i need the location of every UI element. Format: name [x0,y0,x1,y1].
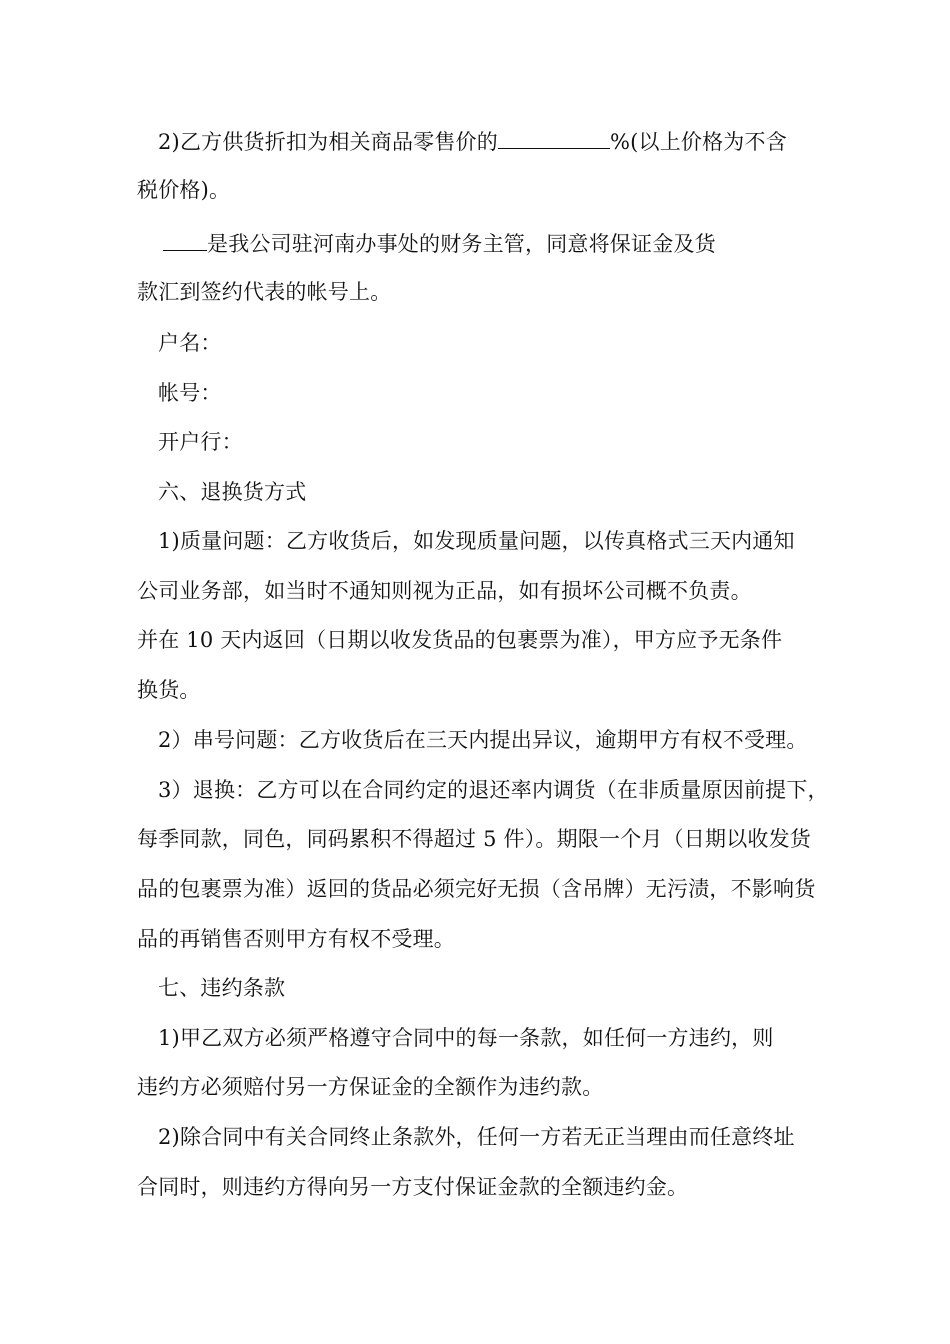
discount-blank [498,128,610,149]
discount-clause-line-1 [158,128,787,155]
bank-label: 开户行： [158,430,243,454]
discount-clause-line-2: 税价格)。 [137,178,231,202]
discount-clause-tail: %(以上价格为不含 [609,130,787,154]
section6-item1-line: 换货。 [137,678,201,702]
section6-item1-line: 公司业务部，如当时不通知则视为正品，如有损坏公司概不负责。 [137,579,752,603]
manager-name-blank [163,230,207,251]
finance-manager-line-2: 款汇到签约代表的帐号上。 [137,280,392,304]
section6-item3-line: 品的包裹票为准）返回的货品必须完好无损（含吊牌）无污渍，不影响货 [137,877,816,901]
section6-item1-line: 并在 10 天内返回（日期以收发货品的包裹票为准），甲方应予无条件 [137,628,783,652]
section7-item2-line: 合同时，则违约方得向另一方支付保证金款的全额违约金。 [137,1175,689,1199]
section7-item1-line: 1)甲乙双方必须严格遵守合同中的每一条款，如任何一方违约，则 [158,1026,774,1050]
account-number-label: 帐号： [158,381,222,405]
section6-item3-line: 每季同款，同色，同码累积不得超过 5 件）。期限一个月（日期以收发货 [137,827,812,851]
section7-item2-line: 2)除合同中有关合同终止条款外，任何一方若无正当理由而任意终址 [158,1125,795,1149]
discount-clause-text: 2)乙方供货折扣为相关商品零售价的 [158,130,498,154]
section6-item2-line: 2）串号问题：乙方收货后在三天内提出异议，逾期甲方有权不受理。 [158,728,808,752]
finance-manager-text: 是我公司驻河南办事处的财务主管，同意将保证金及货 [207,232,716,256]
account-name-label: 户名： [158,331,222,355]
section6-item3-line: 品的再销售否则甲方有权不受理。 [137,927,455,951]
section6-heading: 六、退换货方式 [158,480,307,504]
section6-item1-line: 1)质量问题：乙方收货后，如发现质量问题，以传真格式三天内通知 [158,529,795,553]
section6-item3-line: 3）退换：乙方可以在合同约定的退还率内调货（在非质量原因前提下， [158,778,829,802]
section7-heading: 七、违约条款 [158,976,286,1000]
finance-manager-line-1 [163,230,716,257]
section7-item1-line: 违约方必须赔付另一方保证金的全额作为违约款。 [137,1075,604,1099]
